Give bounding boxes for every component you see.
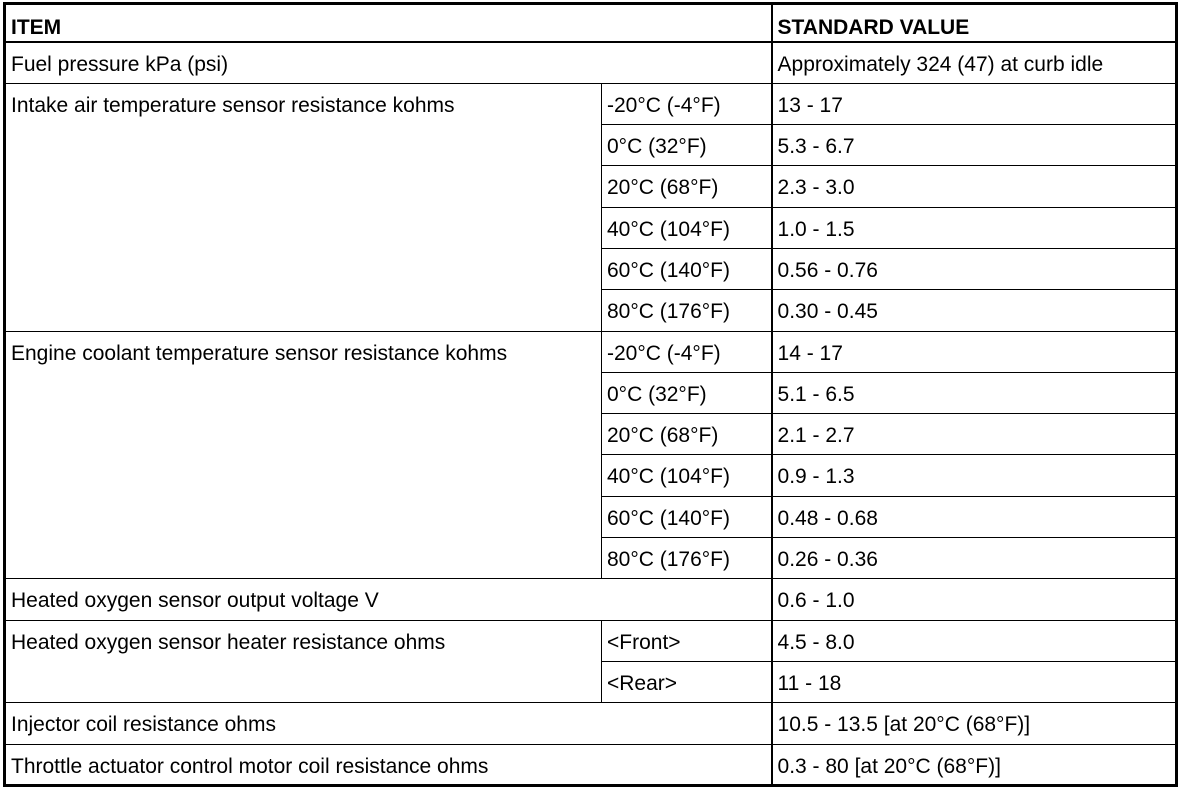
- item-cell: Intake air temperature sensor resistance kohms: [5, 83, 602, 331]
- table-row: [5, 579, 1177, 620]
- item-cell: Injector coil resistance ohms: [5, 703, 772, 744]
- condition-cell: 0°C (32°F): [602, 125, 772, 166]
- value-cell: 0.30 - 0.45: [772, 290, 1177, 331]
- value-cell: 11 - 18: [772, 661, 1177, 702]
- condition-cell: <Front>: [602, 620, 772, 661]
- value-cell: 13 - 17: [772, 83, 1177, 124]
- condition-cell: 20°C (68°F): [602, 414, 772, 455]
- table-header-row: [5, 4, 1177, 43]
- table-row: [5, 331, 1177, 372]
- condition-cell: 80°C (176°F): [602, 290, 772, 331]
- condition-cell: -20°C (-4°F): [602, 83, 772, 124]
- table-row: [5, 620, 1177, 661]
- standard-value-table: [3, 2, 1178, 787]
- condition-cell: 60°C (140°F): [602, 496, 772, 537]
- value-cell: 2.3 - 3.0: [772, 166, 1177, 207]
- condition-cell: 40°C (104°F): [602, 455, 772, 496]
- value-cell: 1.0 - 1.5: [772, 207, 1177, 248]
- condition-cell: 40°C (104°F): [602, 207, 772, 248]
- value-cell: 0.9 - 1.3: [772, 455, 1177, 496]
- condition-cell: 20°C (68°F): [602, 166, 772, 207]
- column-header-standard-value: STANDARD VALUE: [772, 4, 1177, 43]
- value-cell: 0.48 - 0.68: [772, 496, 1177, 537]
- value-cell: 0.56 - 0.76: [772, 248, 1177, 289]
- value-cell: 2.1 - 2.7: [772, 414, 1177, 455]
- item-cell: Engine coolant temperature sensor resistance kohms: [5, 331, 602, 579]
- value-cell: 5.3 - 6.7: [772, 125, 1177, 166]
- value-cell: 10.5 - 13.5 [at 20°C (68°F)]: [772, 703, 1177, 744]
- value-cell: 0.26 - 0.36: [772, 538, 1177, 579]
- condition-cell: 60°C (140°F): [602, 248, 772, 289]
- column-header-item: ITEM: [5, 4, 772, 43]
- value-cell: Approximately 324 (47) at curb idle: [772, 42, 1177, 83]
- table-row: [5, 83, 1177, 124]
- item-cell: Heated oxygen sensor output voltage V: [5, 579, 772, 620]
- condition-cell: -20°C (-4°F): [602, 331, 772, 372]
- table-row: [5, 744, 1177, 785]
- value-cell: 14 - 17: [772, 331, 1177, 372]
- condition-cell: <Rear>: [602, 661, 772, 702]
- table-row: [5, 42, 1177, 83]
- table-row: [5, 703, 1177, 744]
- item-cell: Heated oxygen sensor heater resistance ohms: [5, 620, 602, 703]
- value-cell: 0.6 - 1.0: [772, 579, 1177, 620]
- item-cell: Fuel pressure kPa (psi): [5, 42, 772, 83]
- condition-cell: 80°C (176°F): [602, 538, 772, 579]
- item-cell: Throttle actuator control motor coil resistance ohms: [5, 744, 772, 785]
- value-cell: 5.1 - 6.5: [772, 372, 1177, 413]
- value-cell: 0.3 - 80 [at 20°C (68°F)]: [772, 744, 1177, 785]
- condition-cell: 0°C (32°F): [602, 372, 772, 413]
- value-cell: 4.5 - 8.0: [772, 620, 1177, 661]
- spec-table-container: [3, 2, 1178, 787]
